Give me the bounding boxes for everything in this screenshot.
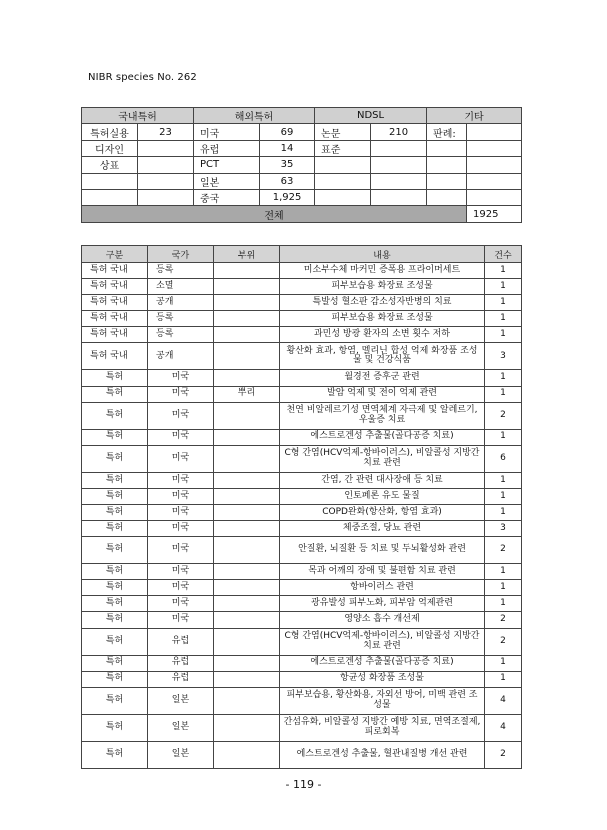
row-part bbox=[214, 580, 280, 596]
row-category: 특허 bbox=[82, 488, 148, 504]
table-row bbox=[82, 580, 522, 596]
summary-cell bbox=[371, 157, 427, 173]
summary-header-foreign: 해외특허 bbox=[194, 108, 315, 124]
row-part bbox=[214, 472, 280, 488]
row-count: 4 bbox=[485, 687, 522, 714]
row-part bbox=[214, 445, 280, 472]
table-row bbox=[82, 295, 522, 311]
summary-row bbox=[82, 189, 522, 205]
table-row bbox=[82, 504, 522, 520]
table-row bbox=[82, 596, 522, 612]
row-category: 특허 bbox=[82, 741, 148, 768]
row-country: 미국 bbox=[148, 472, 214, 488]
summary-cell bbox=[138, 173, 194, 189]
row-part bbox=[214, 564, 280, 580]
row-content: 에스트로겐성 추출물(골다공증 치료) bbox=[280, 655, 485, 671]
row-count: 1 bbox=[485, 671, 522, 687]
summary-cell: 일본 bbox=[194, 173, 260, 189]
table-row bbox=[82, 343, 522, 370]
row-country: 미국 bbox=[148, 612, 214, 628]
row-country: 유럽 bbox=[148, 671, 214, 687]
row-category: 특허 bbox=[82, 628, 148, 655]
row-count: 1 bbox=[485, 472, 522, 488]
row-count: 1 bbox=[485, 295, 522, 311]
row-category: 특허 bbox=[82, 429, 148, 445]
row-category: 특허 bbox=[82, 445, 148, 472]
summary-cell bbox=[427, 140, 467, 156]
table-row bbox=[82, 370, 522, 386]
details-header-content: 내용 bbox=[280, 246, 485, 263]
row-category: 특허 bbox=[82, 687, 148, 714]
row-part bbox=[214, 295, 280, 311]
row-count: 2 bbox=[485, 537, 522, 564]
details-header-part: 부위 bbox=[214, 246, 280, 263]
details-table bbox=[81, 245, 522, 769]
row-part bbox=[214, 596, 280, 612]
summary-cell bbox=[371, 173, 427, 189]
summary-cell: 중국 bbox=[194, 189, 260, 205]
row-content: 인토페론 유도 물질 bbox=[280, 488, 485, 504]
row-part bbox=[214, 714, 280, 741]
row-country: 미국 bbox=[148, 488, 214, 504]
summary-cell bbox=[427, 173, 467, 189]
row-part bbox=[214, 521, 280, 537]
summary-cell: 논문 bbox=[315, 124, 371, 140]
row-category: 특허 bbox=[82, 612, 148, 628]
table-row bbox=[82, 521, 522, 537]
summary-row bbox=[82, 124, 522, 140]
summary-header-domestic: 국내특허 bbox=[82, 108, 194, 124]
row-content: 항바이러스 관련 bbox=[280, 580, 485, 596]
row-country: 미국 bbox=[148, 504, 214, 520]
row-content: 간염, 간 관련 대사장애 등 치료 bbox=[280, 472, 485, 488]
row-content: 안질환, 뇌질환 등 치료 및 두뇌활성화 관련 bbox=[280, 537, 485, 564]
row-part bbox=[214, 279, 280, 295]
table-row bbox=[82, 714, 522, 741]
row-country: 일본 bbox=[148, 741, 214, 768]
row-count: 2 bbox=[485, 628, 522, 655]
summary-cell bbox=[138, 189, 194, 205]
row-country: 미국 bbox=[148, 521, 214, 537]
row-part bbox=[214, 429, 280, 445]
details-header-row bbox=[82, 246, 522, 263]
summary-row bbox=[82, 173, 522, 189]
row-content: C형 간염(HCV억제-항바이러스), 비알콜성 지방간 치료 관련 bbox=[280, 445, 485, 472]
row-category: 특허 bbox=[82, 472, 148, 488]
row-part bbox=[214, 537, 280, 564]
row-content: 월경전 증후군 관련 bbox=[280, 370, 485, 386]
row-content: 에스트로겐성 추출물, 혈관내질병 개선 관련 bbox=[280, 741, 485, 768]
row-count: 1 bbox=[485, 655, 522, 671]
details-header-country: 국가 bbox=[148, 246, 214, 263]
summary-cell: 판례: bbox=[427, 124, 467, 140]
row-content: 피부보습용, 황산화용, 자외선 방어, 미백 관련 조성물 bbox=[280, 687, 485, 714]
row-content: COPD완화(항산화, 항염 효과) bbox=[280, 504, 485, 520]
row-category: 특허 국내 bbox=[82, 311, 148, 327]
table-row bbox=[82, 655, 522, 671]
summary-cell bbox=[315, 173, 371, 189]
table-row bbox=[82, 445, 522, 472]
summary-cell: 210 bbox=[371, 124, 427, 140]
row-content: 발암 억제 및 전이 억제 관련 bbox=[280, 386, 485, 402]
summary-cell bbox=[315, 157, 371, 173]
row-part bbox=[214, 655, 280, 671]
row-country: 미국 bbox=[148, 564, 214, 580]
row-part bbox=[214, 402, 280, 429]
row-content: 목과 어깨의 장애 및 불편함 치료 관련 bbox=[280, 564, 485, 580]
table-row bbox=[82, 429, 522, 445]
table-row bbox=[82, 488, 522, 504]
row-content: 미소부수체 마커민 증폭용 프라이머세트 bbox=[280, 263, 485, 279]
summary-cell bbox=[371, 140, 427, 156]
table-row bbox=[82, 472, 522, 488]
row-category: 특허 bbox=[82, 671, 148, 687]
row-country: 미국 bbox=[148, 596, 214, 612]
table-row bbox=[82, 311, 522, 327]
row-count: 4 bbox=[485, 714, 522, 741]
row-country: 등록 bbox=[148, 263, 214, 279]
row-category: 특허 bbox=[82, 564, 148, 580]
row-content: 광유발성 피부노화, 피부암 억제관련 bbox=[280, 596, 485, 612]
summary-row bbox=[82, 157, 522, 173]
row-part bbox=[214, 612, 280, 628]
row-count: 3 bbox=[485, 343, 522, 370]
row-part bbox=[214, 311, 280, 327]
summary-cell bbox=[467, 189, 522, 205]
row-content: 피부보습용 화장료 조성물 bbox=[280, 311, 485, 327]
table-row bbox=[82, 263, 522, 279]
row-country: 유럽 bbox=[148, 628, 214, 655]
row-country: 공개 bbox=[148, 343, 214, 370]
row-category: 특허 bbox=[82, 714, 148, 741]
row-count: 1 bbox=[485, 564, 522, 580]
details-header-count: 건수 bbox=[485, 246, 522, 263]
table-row bbox=[82, 741, 522, 768]
row-part bbox=[214, 327, 280, 343]
row-category: 특허 bbox=[82, 402, 148, 429]
row-category: 특허 국내 bbox=[82, 343, 148, 370]
row-category: 특허 bbox=[82, 655, 148, 671]
summary-cell: 특허실용 bbox=[82, 124, 138, 140]
row-country: 공개 bbox=[148, 295, 214, 311]
row-count: 1 bbox=[485, 596, 522, 612]
summary-cell: 표준 bbox=[315, 140, 371, 156]
summary-cell: 35 bbox=[260, 157, 315, 173]
row-part bbox=[214, 504, 280, 520]
table-row bbox=[82, 564, 522, 580]
summary-cell: 디자인 bbox=[82, 140, 138, 156]
table-row bbox=[82, 687, 522, 714]
row-category: 특허 bbox=[82, 504, 148, 520]
row-count: 1 bbox=[485, 279, 522, 295]
page-number: - 119 - bbox=[285, 778, 322, 791]
row-part bbox=[214, 671, 280, 687]
summary-cell: 미국 bbox=[194, 124, 260, 140]
row-country: 소멸 bbox=[148, 279, 214, 295]
table-row bbox=[82, 386, 522, 402]
summary-cell: 1,925 bbox=[260, 189, 315, 205]
row-category: 특허 bbox=[82, 537, 148, 564]
summary-cell: PCT bbox=[194, 157, 260, 173]
summary-cell bbox=[467, 157, 522, 173]
summary-cell bbox=[427, 157, 467, 173]
row-count: 1 bbox=[485, 580, 522, 596]
summary-cell: 23 bbox=[138, 124, 194, 140]
summary-cell bbox=[371, 189, 427, 205]
row-content: 항균성 화장품 조성물 bbox=[280, 671, 485, 687]
row-count: 1 bbox=[485, 429, 522, 445]
row-category: 특허 국내 bbox=[82, 295, 148, 311]
summary-header-row bbox=[82, 108, 522, 124]
row-country: 등록 bbox=[148, 327, 214, 343]
summary-cell bbox=[138, 157, 194, 173]
summary-cell: 유럽 bbox=[194, 140, 260, 156]
row-part bbox=[214, 628, 280, 655]
summary-cell: 69 bbox=[260, 124, 315, 140]
summary-row bbox=[82, 140, 522, 156]
row-count: 2 bbox=[485, 741, 522, 768]
row-count: 1 bbox=[485, 263, 522, 279]
row-content: C형 간염(HCV억제-항바이러스), 비알콜성 지방간 치료 관련 bbox=[280, 628, 485, 655]
row-part bbox=[214, 687, 280, 714]
row-country: 일본 bbox=[148, 714, 214, 741]
row-country: 유럽 bbox=[148, 655, 214, 671]
summary-cell: 14 bbox=[260, 140, 315, 156]
table-row bbox=[82, 612, 522, 628]
row-part bbox=[214, 343, 280, 370]
table-row bbox=[82, 537, 522, 564]
row-category: 특허 국내 bbox=[82, 279, 148, 295]
row-content: 영양소 흡수 개선제 bbox=[280, 612, 485, 628]
summary-cell bbox=[467, 124, 522, 140]
row-count: 1 bbox=[485, 370, 522, 386]
row-category: 특허 bbox=[82, 370, 148, 386]
summary-total-label: 전체 bbox=[82, 206, 467, 222]
summary-header-ndsl: NDSL bbox=[315, 108, 427, 124]
row-part bbox=[214, 488, 280, 504]
row-country: 미국 bbox=[148, 370, 214, 386]
table-row bbox=[82, 327, 522, 343]
row-content: 피부보습용 화장료 조성물 bbox=[280, 279, 485, 295]
row-country: 등록 bbox=[148, 311, 214, 327]
summary-header-other: 기타 bbox=[427, 108, 522, 124]
row-country: 미국 bbox=[148, 537, 214, 564]
row-content: 체중조절, 당뇨 관련 bbox=[280, 521, 485, 537]
row-count: 2 bbox=[485, 402, 522, 429]
row-country: 미국 bbox=[148, 580, 214, 596]
row-category: 특허 국내 bbox=[82, 263, 148, 279]
row-count: 1 bbox=[485, 327, 522, 343]
row-count: 6 bbox=[485, 445, 522, 472]
row-count: 2 bbox=[485, 612, 522, 628]
row-category: 특허 국내 bbox=[82, 327, 148, 343]
row-count: 1 bbox=[485, 386, 522, 402]
row-content: 에스트로겐성 추출물(골다공증 치료) bbox=[280, 429, 485, 445]
row-part: 뿌리 bbox=[214, 386, 280, 402]
summary-total-value: 1925 bbox=[467, 206, 522, 222]
row-content: 과민성 방광 환자의 소변 횟수 저하 bbox=[280, 327, 485, 343]
row-country: 미국 bbox=[148, 386, 214, 402]
summary-cell bbox=[427, 189, 467, 205]
table-row bbox=[82, 671, 522, 687]
table-row bbox=[82, 402, 522, 429]
summary-table bbox=[81, 107, 522, 223]
summary-cell: 63 bbox=[260, 173, 315, 189]
row-category: 특허 bbox=[82, 580, 148, 596]
row-category: 특허 bbox=[82, 521, 148, 537]
row-content: 특발성 혈소판 감소성자반병의 치료 bbox=[280, 295, 485, 311]
row-part bbox=[214, 741, 280, 768]
row-content: 천연 비알레르기성 면역체계 자극제 및 알레르기, 우울증 치료 bbox=[280, 402, 485, 429]
summary-cell bbox=[82, 173, 138, 189]
row-count: 1 bbox=[485, 504, 522, 520]
summary-total-row bbox=[82, 206, 522, 222]
summary-cell bbox=[82, 189, 138, 205]
details-body bbox=[82, 263, 522, 769]
row-category: 특허 bbox=[82, 386, 148, 402]
table-row bbox=[82, 628, 522, 655]
summary-cell bbox=[315, 189, 371, 205]
row-category: 특허 bbox=[82, 596, 148, 612]
row-country: 미국 bbox=[148, 402, 214, 429]
summary-cell bbox=[467, 140, 522, 156]
details-header-category: 구분 bbox=[82, 246, 148, 263]
row-count: 1 bbox=[485, 488, 522, 504]
summary-cell bbox=[467, 173, 522, 189]
row-country: 일본 bbox=[148, 687, 214, 714]
summary-cell: 상표 bbox=[82, 157, 138, 173]
row-part bbox=[214, 370, 280, 386]
species-label: NIBR species No. 262 bbox=[88, 72, 197, 83]
row-count: 3 bbox=[485, 521, 522, 537]
row-content: 황산화 효과, 항염, 멜리닌 합성 억제 화장품 조성물 및 건강식품 bbox=[280, 343, 485, 370]
row-country: 미국 bbox=[148, 429, 214, 445]
row-count: 1 bbox=[485, 311, 522, 327]
row-content: 간섬유화, 비알콜성 지방간 예방 치료, 면역조절제, 피로회복 bbox=[280, 714, 485, 741]
table-row bbox=[82, 279, 522, 295]
summary-cell bbox=[138, 140, 194, 156]
row-country: 미국 bbox=[148, 445, 214, 472]
row-part bbox=[214, 263, 280, 279]
